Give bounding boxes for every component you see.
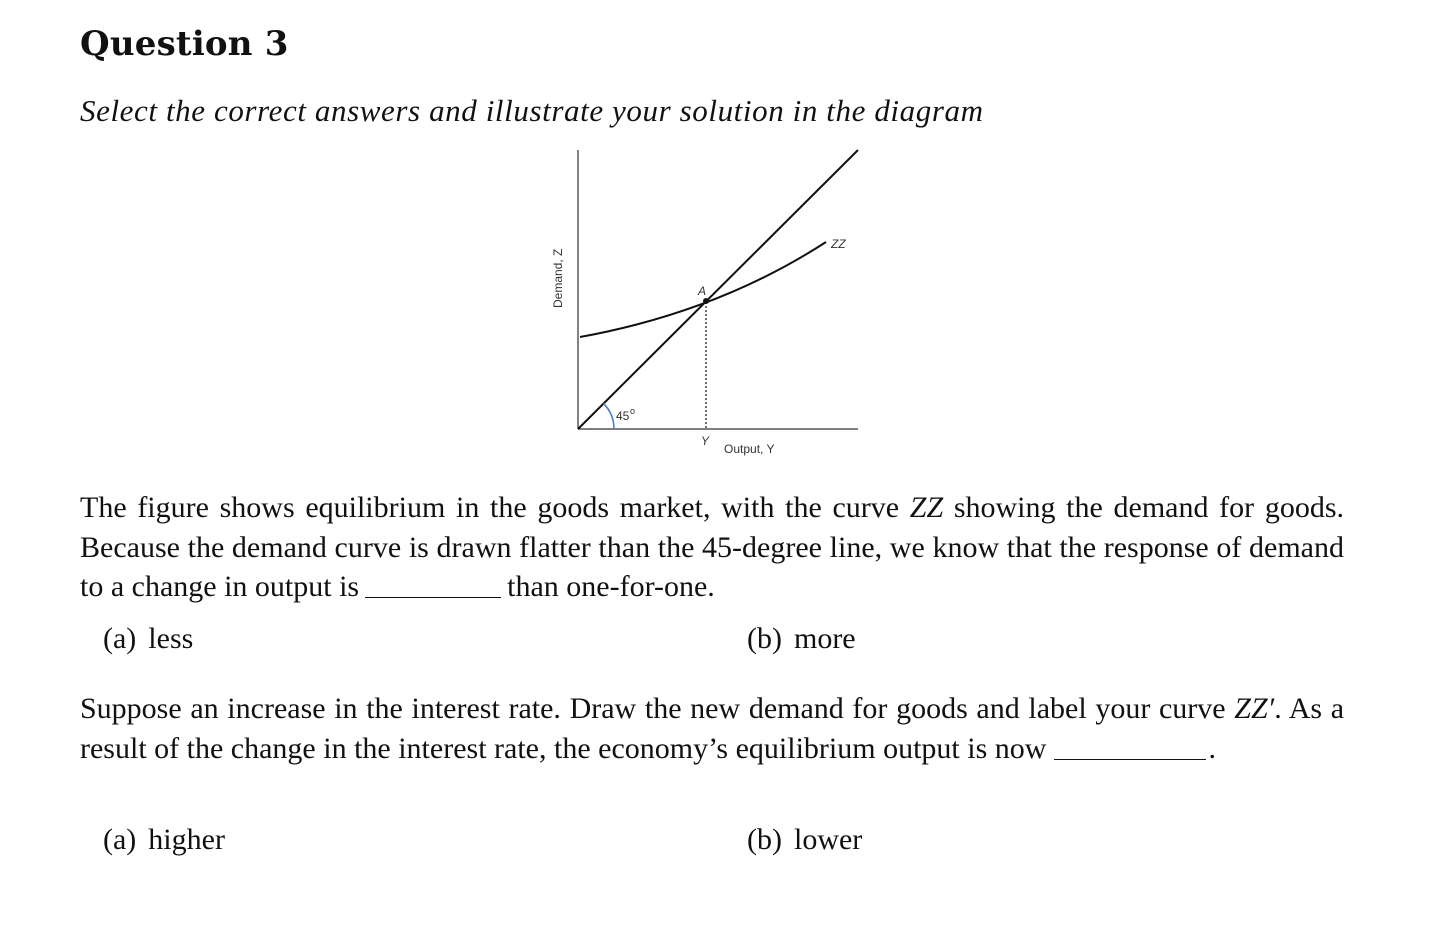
question-instruction: Select the correct answers and illustrate your solution in the diagram <box>80 93 984 128</box>
part2-text-b: . As a result of the change in the interest rate, the economy’s equilibrium output is now <box>80 692 1345 765</box>
part1-option-b[interactable] <box>747 621 856 657</box>
angle-label: 45 <box>616 409 630 423</box>
option-marker: (b) <box>747 622 782 655</box>
option-label: more <box>793 622 856 655</box>
part1-text-a: The figure shows equilibrium in the goods market, with the curve <box>80 491 910 524</box>
part1-text-c: than one-for-one. <box>507 570 715 603</box>
equilibrium-point <box>703 298 709 304</box>
option-marker: (a) <box>103 823 137 856</box>
option-label: higher <box>148 823 225 856</box>
part2-option-b[interactable] <box>747 822 862 858</box>
option-marker: (b) <box>747 823 782 856</box>
part2-text-c: . <box>1208 731 1216 765</box>
question-heading: Question 3 <box>80 24 289 64</box>
y-axis-label: Demand, Z <box>551 248 565 308</box>
diagram-svg <box>540 140 880 470</box>
zz-math: ZZ <box>909 491 944 524</box>
angle-arc <box>604 404 615 430</box>
curve-label: ZZ <box>831 237 846 251</box>
goods-market-diagram <box>540 140 880 470</box>
x-tick-label: Y <box>701 434 710 448</box>
answer-blank-2[interactable] <box>1054 758 1206 760</box>
answer-blank-1[interactable] <box>365 596 501 598</box>
part1-option-a[interactable] <box>103 621 193 657</box>
option-marker: (a) <box>103 622 137 655</box>
option-label: less <box>148 622 194 655</box>
angle-unit: o <box>630 406 636 416</box>
point-label: A <box>698 284 707 298</box>
part1-paragraph <box>80 488 1344 607</box>
zz-prime-math: ZZ′ <box>1234 692 1275 725</box>
option-label: lower <box>793 823 863 856</box>
part2-option-a[interactable] <box>103 822 225 858</box>
part1-text-b: showing the demand for goods. Because the demand curve is drawn flatter than the 45-degree line, we know that the response of demand to a change in output is <box>80 491 1344 603</box>
x-axis-label: Output, Y <box>724 442 775 456</box>
forty-five-degree-line <box>578 150 858 429</box>
part2-text-a: Suppose an increase in the interest rate. Draw the new demand for goods and label your curve <box>80 692 1235 725</box>
part2-paragraph <box>80 689 1344 768</box>
